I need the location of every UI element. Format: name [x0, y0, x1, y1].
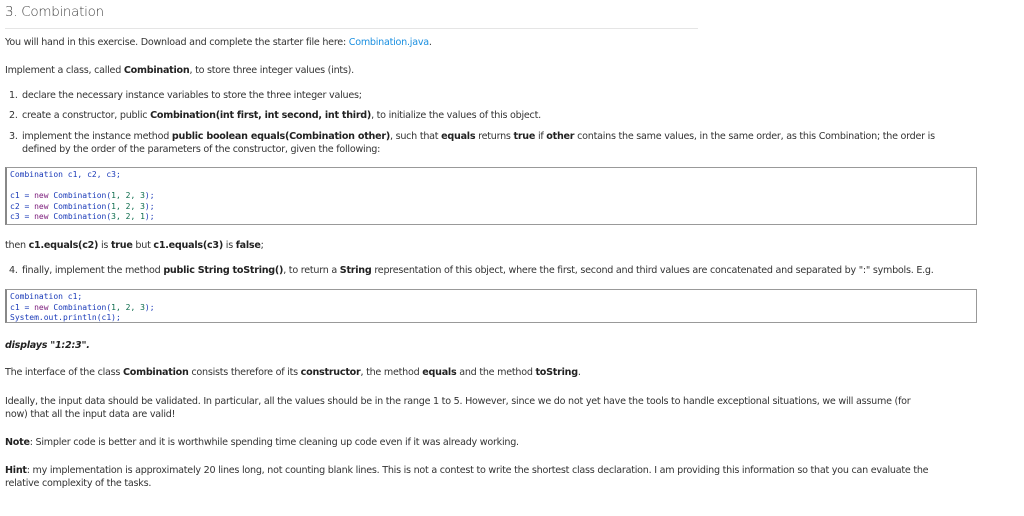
text: defined by the order of the parameters of the constructor, given the following:: [22, 144, 381, 155]
displays-text: displays "1:2:3".: [5, 340, 90, 351]
code-line: System.out.println(c1);: [10, 313, 121, 322]
code-line: c2 = new Combination(1, 2, 3);: [10, 201, 155, 211]
bold-text: Combination: [123, 65, 190, 76]
text: if: [535, 131, 547, 142]
text: declare the necessary instance variables to store the three integer values;: [22, 90, 362, 101]
intro-end: .: [428, 37, 432, 48]
intro-text: You will hand in this exercise. Download and complete the starter file here:: [5, 37, 349, 48]
divider: [5, 28, 698, 29]
text: , to store three integer values (ints).: [189, 65, 354, 76]
text: create a constructor, public: [22, 110, 151, 121]
text: returns: [475, 131, 514, 142]
list-number: 3.: [9, 131, 18, 142]
then-paragraph: then c1.equals(c2) is true but c1.equals(c3) is false;: [5, 240, 264, 251]
code-line: c3 = new Combination(3, 2, 1);: [10, 212, 155, 221]
list-item-1: [9, 90, 989, 101]
paragraph-implement: [5, 65, 354, 76]
bold-text: Combination(int first, int second, int third): [150, 110, 372, 121]
text: Implement a class, called: [5, 65, 124, 76]
bold-text: other: [546, 131, 575, 142]
text: , to initialize the values of this object.: [371, 110, 541, 121]
text: contains the same values, in the same order, as this Combination; the order is: [574, 131, 935, 142]
interface-paragraph: The interface of the class Combination consists therefore of its constructor, the method equals and the method toString.: [5, 367, 581, 378]
list-item-4: 4. finally, implement the method public String toString(), to return a String representation of this object, where the first, second and third values are concatenated and separated by ":" symbols. E.g.: [9, 265, 934, 276]
code-line: c1 = new Combination(1, 2, 3);: [10, 191, 155, 200]
text: , such that: [389, 131, 442, 142]
bold-text: public boolean equals(Combination other): [171, 131, 390, 142]
intro-paragraph: [5, 37, 432, 48]
text: implement the instance method: [22, 131, 172, 142]
page-title: 3. Combination: [5, 4, 104, 20]
list-item-3: [9, 130, 989, 156]
note-paragraph: Note: Simpler code is better and it is worthwhile spending time cleaning up code even if it was already working.: [5, 437, 519, 448]
code-line: Combination c1;: [10, 292, 83, 301]
list-number: 4.: [9, 265, 18, 276]
code-line: Combination c1, c2, c3;: [10, 170, 121, 179]
code-block-equals: [5, 167, 977, 225]
list-item-2: [9, 110, 989, 121]
starter-file-link[interactable]: Combination.java: [348, 37, 429, 48]
bold-text: equals: [441, 131, 476, 142]
list-number: 2.: [9, 110, 18, 121]
code-block-tostring: [5, 289, 977, 323]
validation-paragraph: Ideally, the input data should be validated. In particular, all the values should be in the range 1 to 5. However, since we do not yet have the tools to handle exceptional situations, we will assume (for now) that all the input data are valid!: [5, 396, 911, 420]
code-line: c1 = new Combination(1, 2, 3);: [10, 302, 155, 312]
list-number: 1.: [9, 90, 18, 101]
bold-text: true: [513, 131, 536, 142]
hint-paragraph: Hint: my implementation is approximately 20 lines long, not counting blank lines. This is not a contest to write the shortest class declaration. I am providing this information so that you can evaluate the relative complexity of the tasks.: [5, 465, 929, 489]
